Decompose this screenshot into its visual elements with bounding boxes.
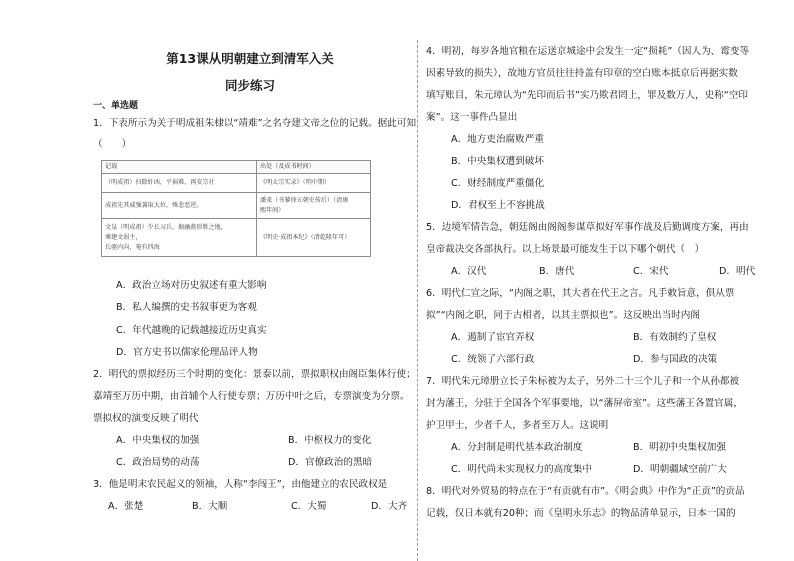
q2-line-3: 票拟权的演变反映了明代 — [93, 413, 199, 424]
q1-option-a[interactable]: A．政治立场对历史叙述有重大影响 — [116, 280, 267, 291]
q6-line-2: 拟”“内阁之职，同于古相者，以其主票拟也”。这反映出当时内阁 — [426, 310, 700, 321]
table-row — [102, 219, 371, 257]
q5-option-d[interactable]: D．明代 — [719, 266, 756, 277]
column-divider — [417, 40, 418, 561]
q1-option-d[interactable]: D．官方史书以儒家伦理品评人物 — [116, 347, 258, 358]
q1-option-c[interactable]: C．年代越晚的记载越接近历史真实 — [116, 325, 267, 336]
q2-option-a[interactable]: A．中央集权的加强 — [116, 435, 200, 446]
q4-line-4: 案”。这一事件凸显出 — [426, 112, 518, 123]
q6-option-a[interactable]: A．遏制了宦官弄权 — [451, 332, 535, 343]
q5-option-b[interactable]: B．唐代 — [539, 266, 575, 277]
q1-source-table — [101, 160, 371, 257]
q7-line-1: 7．明代朱元璋册立长子朱标被为太子，另外二十三个儿子和一个从孙都被 — [426, 376, 740, 387]
q3-option-c[interactable]: C．大蜀 — [291, 501, 327, 512]
q7-option-a[interactable]: A．分封制是明代基本政治制度 — [451, 442, 583, 453]
q1-line-1: 1．下表所示为关于明成祖朱棣以“靖难”之名夺建文帝之位的记载。据此可知 — [93, 118, 417, 129]
q4-line-3: 填写账目，朱元璋认为“先印而后书”实乃欺君罔上，罪及数万人，史称“空印 — [426, 90, 748, 101]
q1-option-b[interactable]: B．私人编撰的史书叙事更为客观 — [116, 302, 257, 313]
q2-line-1: 2．明代的票拟经历三个时期的变化：景泰以前，票拟职权由阁臣集体行使； — [93, 369, 416, 380]
table-row — [102, 193, 371, 219]
table-cell: 文皇（明成祖）少长习兵，据幽燕形胜之地， 乘建文弱主， 长驱内向，奄有四海 — [102, 219, 257, 257]
table-cell: 《明太宗实录》（明中期） — [257, 174, 371, 193]
table-header: 记载 — [102, 161, 257, 174]
q2-option-d[interactable]: D．官僚政治的黑暗 — [288, 457, 373, 468]
table-row — [102, 174, 371, 193]
table-cell: 《明史·成祖本纪》（清乾隆年可） — [257, 219, 371, 257]
table-cell: （明成祖）扫除奸凶，平祸难，再安宗社 — [102, 174, 257, 193]
q3-option-a[interactable]: A．张楚 — [108, 501, 144, 512]
q6-option-b[interactable]: B．有效制约了皇权 — [633, 332, 717, 343]
q4-option-c[interactable]: C．财经制度严重僵化 — [451, 178, 545, 189]
q1-line-2: （ ） — [93, 139, 132, 150]
q2-line-2: 嘉靖至万历中期，由首辅个人行使专票；万历中叶之后，专票演变为分票。 — [93, 391, 410, 402]
q5-option-a[interactable]: A．汉代 — [451, 266, 487, 277]
q4-option-d[interactable]: D．君权至上不容挑战 — [451, 200, 545, 211]
q5-option-c[interactable]: C．宋代 — [633, 266, 669, 277]
q4-line-1: 4．明初，每岁各地官粮在运送京城途中会发生一定“损耗”（因人为、霉变等 — [426, 46, 750, 57]
q7-line-3: 护卫甲士，少者千人，多者至万人。这说明 — [426, 420, 609, 431]
q4-line-2: 因素导致的损失），故地方官员往往持盖有印章的空白账本抵京后再据实数 — [426, 68, 738, 79]
q7-line-2: 封为藩王，分驻于全国各个军事要地，以“藩屏帝室”。这些藩王各置官属， — [426, 398, 743, 409]
q6-line-1: 6．明代仁宣之际，“内阁之职，其大者在代王之言。凡手敕旨意，俱从票 — [426, 288, 735, 299]
q6-option-d[interactable]: D．参与国政的决策 — [633, 354, 718, 365]
q7-option-b[interactable]: B．明初中央集权加强 — [633, 442, 726, 453]
q7-option-c[interactable]: C．明代尚未实现权力的高度集中 — [451, 464, 593, 475]
q3-option-b[interactable]: B．大顺 — [192, 501, 228, 512]
q2-option-c[interactable]: C．政治局势的动荡 — [116, 457, 200, 468]
q3-option-d[interactable]: D．大齐 — [371, 501, 408, 512]
q5-line-2: 皇帝裁决交各部执行。以上场景最可能发生于以下哪个朝代（ ） — [426, 244, 705, 255]
q8-line-1: 8．明代对外贸易的特点在于“有贡就有市”。《明会典》中作为“正贡”的贡品 — [426, 486, 745, 497]
q4-option-b[interactable]: B．中央集权遭到破坏 — [451, 156, 544, 167]
q7-option-d[interactable]: D．明朝疆域空前广大 — [633, 464, 727, 475]
q6-option-c[interactable]: C．统领了六部行政 — [451, 354, 535, 365]
q8-line-2: 记载，仅日本就有20种；而《皇明永乐志》的物品清单显示，日本一国的 — [426, 508, 736, 519]
page-title: 第13课从明朝建立到清军入关 — [166, 51, 334, 66]
table-cell: 成祖先其威强袭取大位，殊悲恶逆。 — [102, 193, 257, 219]
section-heading: 一、单选题 — [93, 101, 139, 111]
q2-option-b[interactable]: B．中枢权力的变化 — [288, 435, 372, 446]
table-header: 出处（及成书时间） — [257, 161, 371, 174]
q5-line-1: 5．边境军情告急，朝廷阁由阁阁参谋草拟好军事作战及后勤调度方案，再由 — [426, 222, 749, 233]
page-subtitle: 同步练习 — [224, 78, 275, 93]
q4-option-a[interactable]: A．地方吏治腐败严重 — [451, 134, 544, 145]
table-cell: 潘来（书蓼徐五朝史传后）（清康 熙年间） — [257, 193, 371, 219]
q3-line-1: 3．他是明末农民起义的领袖，人称“李闯王”，由他建立的农民政权是 — [93, 479, 388, 490]
